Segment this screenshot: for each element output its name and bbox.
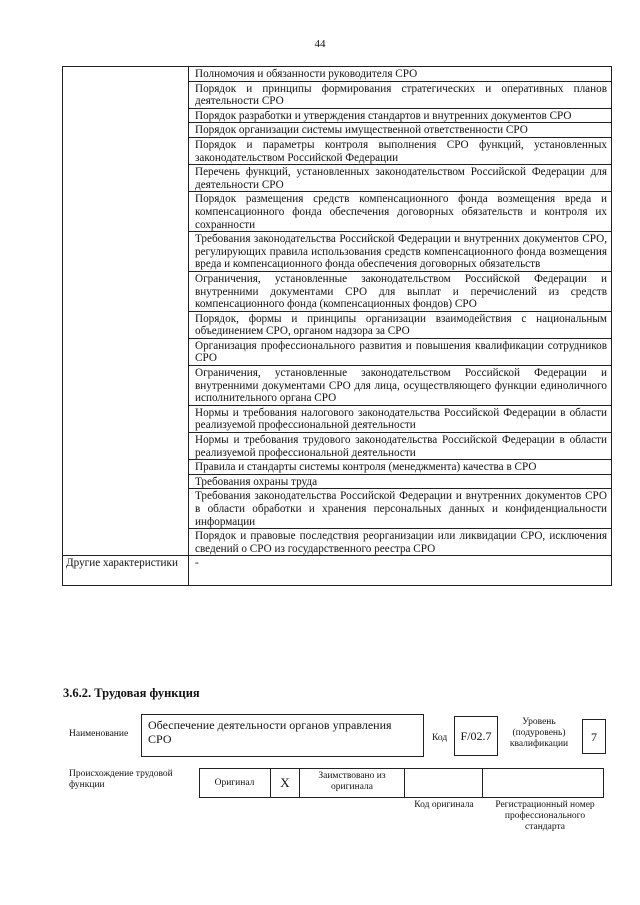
name-label: Наименование	[69, 729, 129, 739]
table-cell: Порядок и принципы формирования стратегических и оперативных планов деятельности СРО	[189, 81, 612, 108]
table-cell: Ограничения, установленные законодательством Российской Федерации и внутренними документами СРО для лица, осуществляющего функции единоличного исполнительного органа СРО	[189, 366, 612, 406]
original-mark: X	[280, 775, 290, 790]
table-cell: Полномочия и обязанности руководителя СРО	[189, 67, 612, 82]
table-cell: Требования охраны труда	[189, 474, 612, 489]
table-cell: Ограничения, установленные законодательством Российской Федерации и внутренними документами СРО для выплат и перечислений из средств компенсационного фонда (компенсационных фондов) СРО	[189, 271, 612, 311]
table-cell: Правила и стандарты системы контроля (менеджмента) качества в СРО	[189, 460, 612, 475]
name-value-box	[141, 714, 424, 757]
code-value-box	[454, 716, 498, 756]
code-value: F/02.7	[460, 729, 492, 743]
table-cell: Требования законодательства Российской Федерации и внутренних документов СРО, регулирующих правила использования средств компенсационного фонда возмещения вреда и компенсационного фонда обеспечения договорных обязательств	[189, 232, 612, 272]
table-cell: Организация профессионального развития и повышения квалификации сотрудников СРО	[189, 338, 612, 365]
other-characteristics-value: -	[189, 556, 612, 586]
code-label: Код	[432, 733, 448, 743]
code-original-caption: Код оригинала	[414, 800, 474, 810]
original-label: Оригинал	[214, 778, 255, 788]
table-row-other	[63, 556, 612, 586]
section-title: 3.6.2. Трудовая функция	[63, 686, 200, 700]
table-cell: Нормы и требования трудового законодательства Российской Федерации в области реализуемой профессиональной деятельности	[189, 433, 612, 460]
table-row	[63, 67, 612, 82]
borrowed-label: Заимствовано из оригинала	[318, 771, 386, 792]
other-characteristics-label: Другие характеристики	[63, 556, 189, 586]
table-cell: Требования законодательства Российской Федерации и внутренних документов СРО в области обработки и хранения персональных данных и конфиденциальности информации	[189, 489, 612, 529]
knowledge-table	[62, 66, 612, 586]
level-value-box	[582, 719, 606, 754]
table-left-cell	[63, 67, 189, 556]
level-label: Уровень (подуровень) квалификации	[509, 717, 569, 749]
table-cell: Нормы и требования налогового законодательства Российской Федерации в области реализуемой профессиональной деятельности	[189, 405, 612, 432]
origin-label: Происхождение трудовой функции	[69, 769, 173, 790]
table-cell: Порядок размещения средств компенсационного фонда возмещения вреда и компенсационного фонда обеспечения договорных обязательств и контроля их сохранности	[189, 192, 612, 232]
table-cell: Порядок и правовые последствия реорганизации или ликвидации СРО, исключения сведений о СРО из государственного реестра СРО	[189, 529, 612, 556]
reg-number-caption: Регистрационный номер профессионального стандарта	[495, 800, 595, 832]
table-cell: Перечень функций, установленных законодательством Российской Федерации для деятельности СРО	[189, 165, 612, 192]
name-value: Обеспечение деятельности органов управления СРО	[148, 718, 392, 746]
table-cell: Порядок, формы и принципы организации взаимодействия с национальным объединением СРО, органом надзора за СРО	[189, 311, 612, 338]
table-cell: Порядок и параметры контроля выполнения СРО функций, установленных законодательством Российской Федерации	[189, 137, 612, 164]
page-number: 44	[314, 38, 326, 50]
level-value: 7	[591, 730, 597, 744]
table-cell: Порядок организации системы имущественной ответственности СРО	[189, 123, 612, 138]
table-cell: Порядок разработки и утверждения стандартов и внутренних документов СРО	[189, 108, 612, 123]
